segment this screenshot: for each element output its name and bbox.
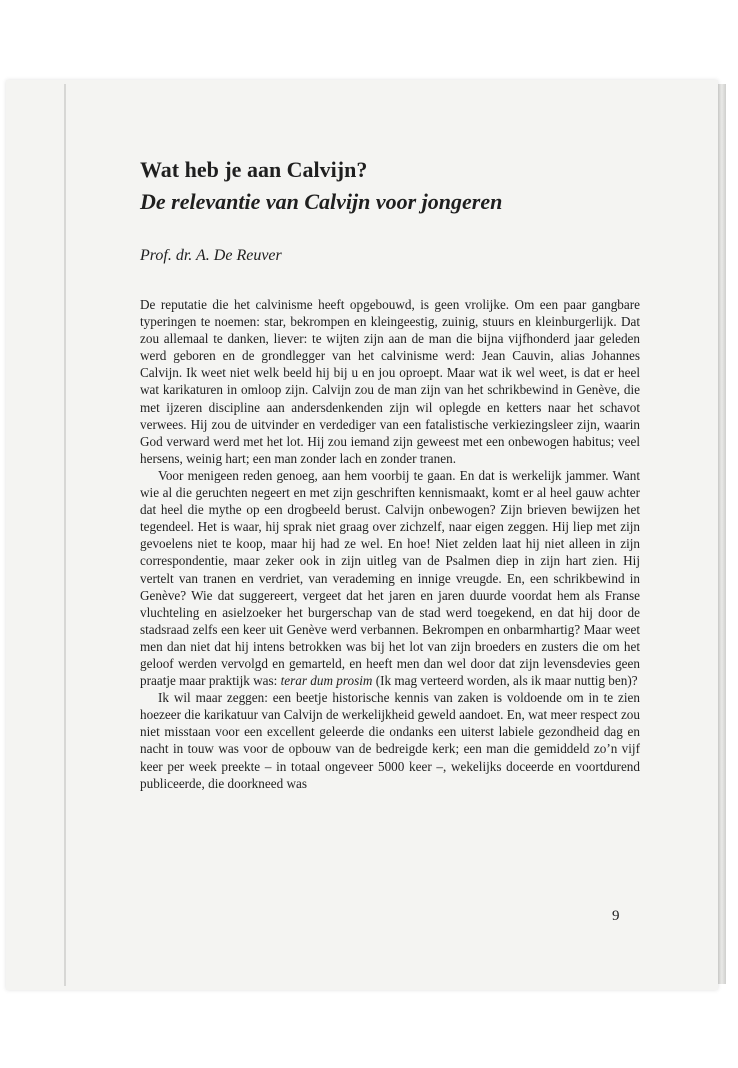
article [140,156,640,792]
article-author: Prof. dr. A. De Reuver [140,247,282,264]
paragraph-2-text: Voor menigeen reden genoeg, aan hem voorbij te gaan. En dat is werkelijk jammer. Want wie al die geruchten negeert en met zijn geschriften kennismaakt, komt er al heel gauw achter dat heel die mythe op een drogbeeld berust. Calvijn onbewogen? Zijn brieven bewijzen het tegendeel. Het is waar, hij sprak niet graag over zichzelf, naar eigen zeggen. Hij liep met zijn gevoelens niet te koop, maar hij had ze wel. En hoe! Niet zelden laat hij niet alleen in zijn correspondentie, maar zeker ook in zijn uitleg van de Psalmen diep in zijn hart zien. Hij vertelt van tranen en verdriet, van verademing en innige vreugde. En, een schrikbewind in Genève? Wie dat suggereert, vergeet dat het jaren en jaren duurde voordat hem als Franse vluchteling en asielzoeker het burgerschap van de stad werd toegekend, en dat hij door de stadsraad zelfs een keer uit Genève werd verbannen. Bekrompen en onbarmhartig? Maar weet men dan niet dat hij intens betrokken was bij het lot van zijn broeders en zusters die om het geloof werden vervolgd en gemarteld, en heeft men dan wel door dat zijn levensdevies geen praatje maar praktijk was: [140,467,640,689]
paragraph-2 [140,467,640,689]
paragraph-2-translation: (Ik mag verteerd worden, als ik maar nuttig ben)? [372,673,638,689]
article-subtitle: De relevantie van Calvijn voor jongeren [140,189,503,214]
page-number: 9 [612,908,620,924]
paragraph-3: Ik wil maar zeggen: een beetje historische kennis van zaken is voldoende om in te zien hoezeer die karikatuur van Calvijn de werkelijkheid geweld aandoet. En, wat meer respect zou niet misstaan voor een excellent geleerde die ondanks een uiterst labiele gezondheid dag en nacht in touw was voor de opbouw van de bedreigde kerk; een man die gemiddeld zo’n vijf keer per week preekte – in totaal ongeveer 5000 keer –, wekelijks doceerde en voortdurend publiceerde, die doorkneed was [140,690,640,791]
page-spine-line [64,84,66,986]
paragraph-1: De reputatie die het calvinisme heeft opgebouwd, is geen vrolijke. Om een paar gangbare typeringen te noemen: star, bekrompen en kleingeestig, zuinig, stuurs en kleinburgerlijk. Dat zou allemaal te danken, liever: te wijten zijn aan de man die bijna vijfhonderd jaar geleden werd geboren en de grondlegger van het calvinisme werd: Jean Cauvin, alias Johannes Calvijn. Ik weet niet welk beeld hij bij u en jou oproept. Maar wat ik wel weet, is dat er heel wat karikaturen in omloop zijn. Calvijn zou de man zijn van het schrikbewind in Genève, die met ijzeren discipline aan andersdenkenden zijn wil oplegde en ketters naar het schavot verwees. Hij zou de uitvinder en verdediger van een fatalistische verkiezingsleer zijn, waarin God verward werd met het lot. Hij zou iemand zijn geweest met een onbewogen habitus; veel hersens, weinig hart; een man zonder lach en zonder tranen. [140,297,640,466]
article-body [140,296,640,792]
article-title: Wat heb je aan Calvijn? [140,157,368,182]
paragraph-2-motto: terar dum prosim [280,673,373,689]
